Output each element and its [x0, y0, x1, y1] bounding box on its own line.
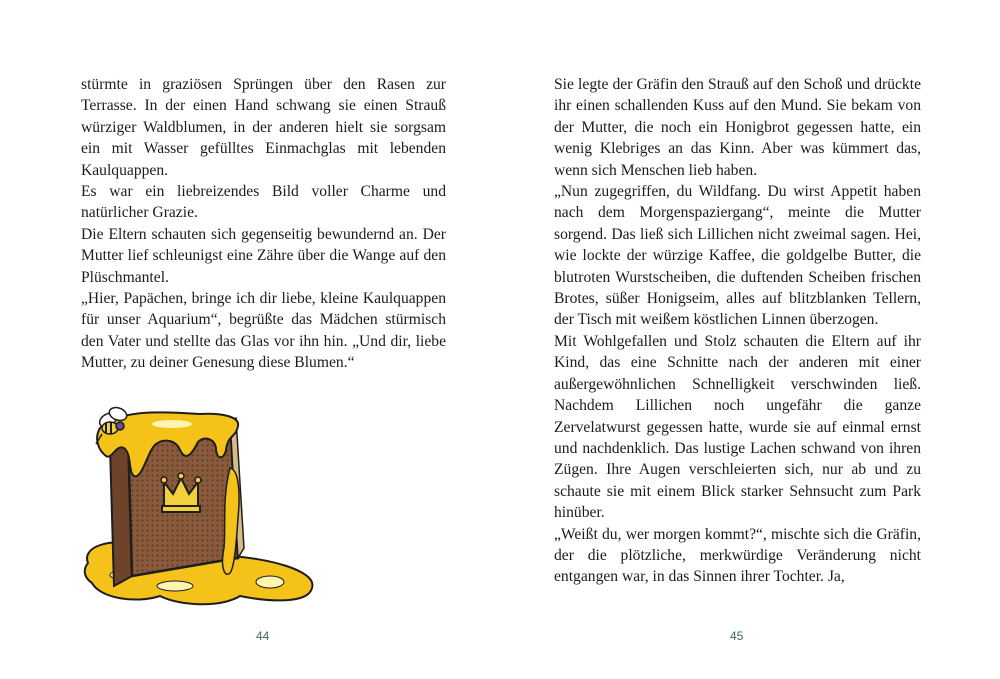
- right-paragraph-4: „Weißt du, wer morgen kommt?“, mischte sich die Gräfin, der die plötzliche, merkwürdige Veränderung nicht entgangen war, in das Sinnen ihrer Tochter. Ja,: [554, 525, 921, 586]
- left-paragraph-1: stürmte in graziösen Sprüngen über den Rasen zur Terrasse. In der einen Hand schwang sie einen Strauß würziger Waldblumen, in der anderen hielt sie sorgsam ein mit Wasser gefülltes Einmachglas mit lebenden Kaulquappen.: [81, 76, 446, 179]
- left-paragraph-3: Die Eltern schauten sich gegenseitig bewundernd an. Der Mutter lief schleunigst eine Zähre über die Wange auf den Plüschmantel.: [81, 225, 446, 286]
- left-page-text: [81, 74, 446, 374]
- right-page-text: [554, 74, 921, 588]
- left-paragraph-4: „Hier, Papächen, bringe ich dir liebe, kleine Kaulquappen für unser Aquarium“, begrüßte das Mädchen stürmisch den Vater und stellte das Glas vor ihn hin. „Und dir, liebe Mutter, zu deiner Genesung diese Blumen.“: [81, 290, 446, 372]
- right-page: [500, 0, 1000, 679]
- right-paragraph-2: „Nun zugegriffen, du Wildfang. Du wirst Appetit haben nach dem Morgenspaziergang“, meinte die Mutter sorgend. Das ließ sich Lillichen nicht zweimal sagen. Hei, wie lockte der würzige Kaffee, die goldgelbe Butter, die blutroten Wurstscheiben, die duftenden Scheiben frischen Brotes, süßer Honigseim, alles auf blitzblanken Tellern, der Tisch mit weißem köstlichen Linnen überzogen.: [554, 183, 921, 329]
- page-number-right: 45: [730, 629, 744, 643]
- right-paragraph-1: Sie legte der Gräfin den Strauß auf den Schoß und drückte ihr einen schallenden Kuss auf den Mund. Sie bekam von der Mutter, die noch ein Honigbrot gegessen hatte, ein wenig Klebriges an das Kinn. Aber was kümmert das, wenn sich Menschen lieb haben.: [554, 76, 921, 179]
- left-paragraph-2: Es war ein liebreizendes Bild voller Charme und natürlicher Grazie.: [81, 183, 446, 222]
- honey-dripping-book-with-crown-and-bee-icon: [80, 398, 320, 608]
- right-paragraph-3: Mit Wohlgefallen und Stolz schauten die Eltern auf ihr Kind, das eine Schnitte nach der anderen mit einer außergewöhnlichen Schnelligkeit verschwinden ließ. Nachdem Lillichen noch ungefähr die ganze Zervelatwurst gegessen hatte, wurde sie auf einmal ernst und nachdenklich. Das lustige Lachen schwand von ihren Zügen. Ihre Augen verschleierten sich, nur ab und zu schaute sie mit einem Blick starker Sehnsucht zum Park hinüber.: [554, 332, 921, 522]
- page-number-left: 44: [256, 629, 270, 643]
